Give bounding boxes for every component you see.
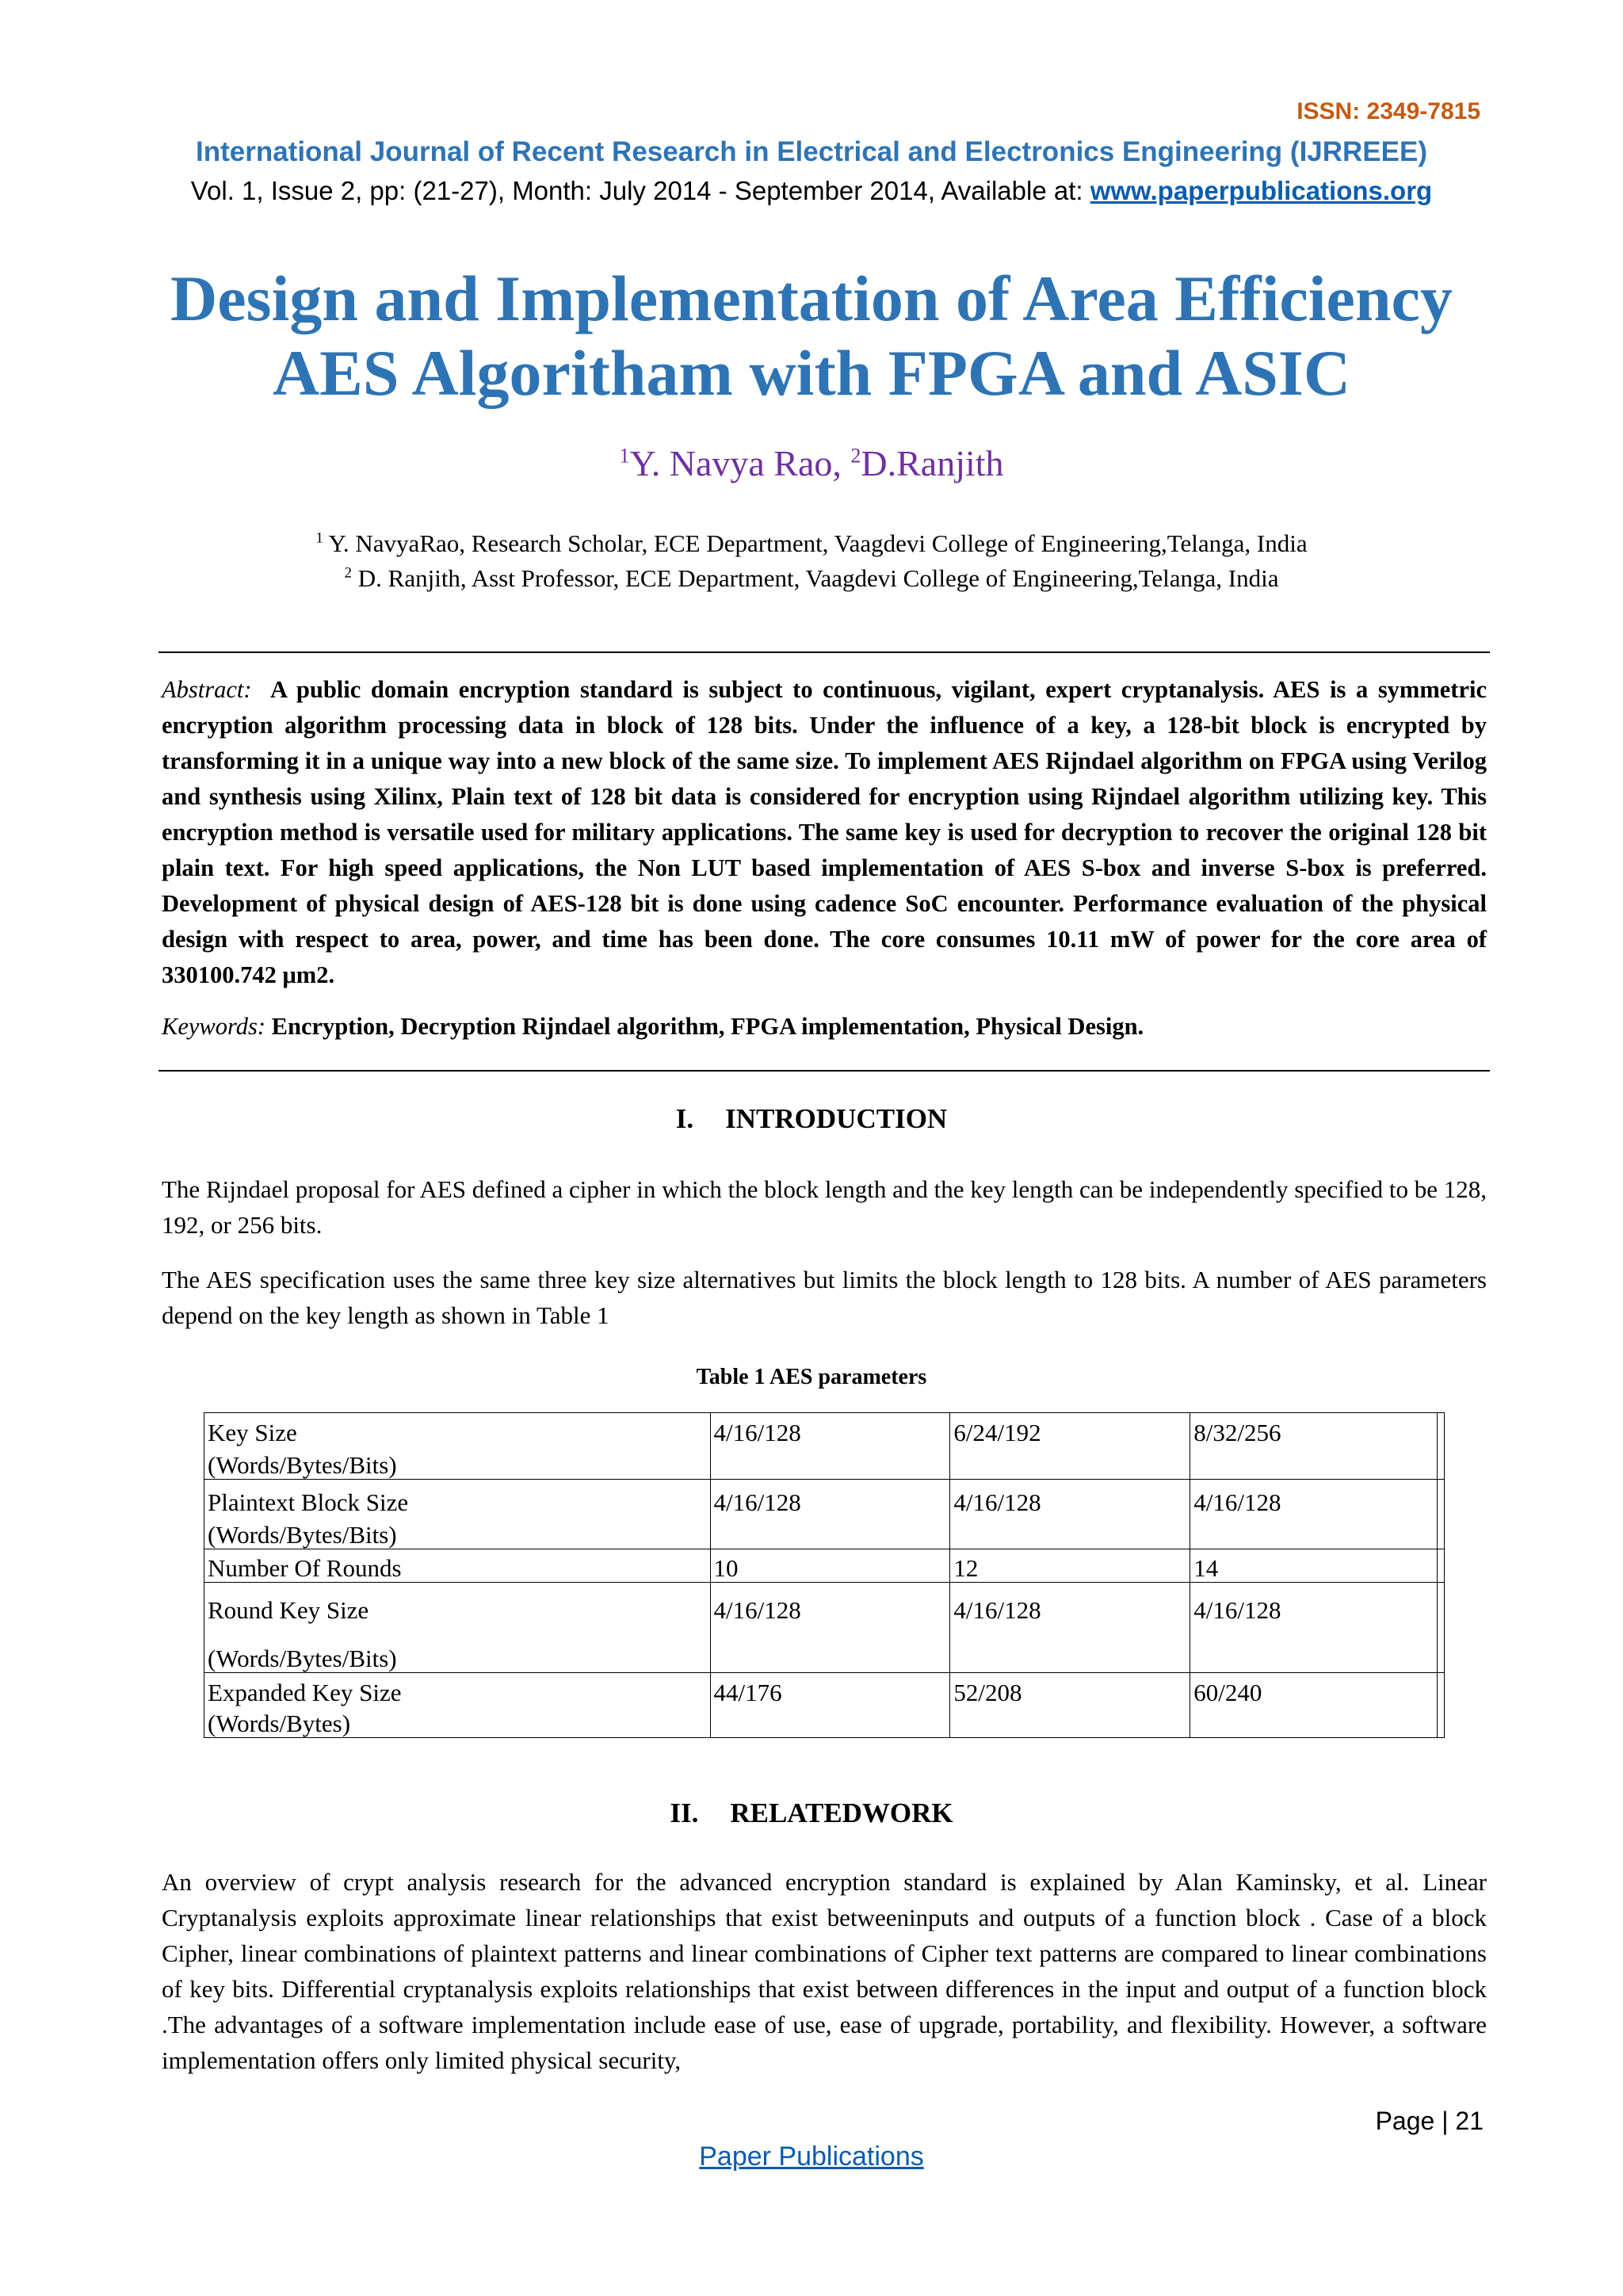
- abstract: [162, 672, 1487, 993]
- table-cell: 60/240: [1190, 1673, 1438, 1706]
- table-cell: [1438, 1549, 1445, 1583]
- abstract-text: A public domain encryption standard is subject to continuous, vigilant, expert cryptanalysis. AES is a symmetric encryption algorithm processing data in block of 128 bits. Under the influence of a key, a 128-bit block is encrypted by transforming it in a unique way into a new block of the same size. To implement AES Rijndael algorithm on FPGA using Verilog and synthesis using Xilinx, Plain text of 128 bit data is considered for encryption using Rijndael algorithm utilizing key. This encryption method is versatile used for military applications. The same key is used for decryption to recover the original 128 bit plain text. For high speed applications, the Non LUT based implementation of AES S-box and inverse S-box is preferred. Development of physical design of AES-128 bit is done using cadence SoC encounter. Performance evaluation of the physical design with respect to area, power, and time has been done. The core consumes 10.11 mW of power for the core area of 330100.742 μm2.: [162, 676, 1487, 988]
- table-cell: Expanded Key Size: [204, 1673, 711, 1706]
- table-cell: 4/16/128: [950, 1583, 1190, 1638]
- author1-sup: 1: [619, 444, 630, 468]
- table-cell: [1438, 1480, 1445, 1516]
- table-row: [204, 1638, 1445, 1673]
- top-divider: [158, 651, 1490, 653]
- keywords-label: Keywords:: [162, 1013, 266, 1040]
- table-cell: [950, 1638, 1190, 1673]
- publisher-link[interactable]: Paper Publications: [699, 2141, 924, 2172]
- table-cell: Round Key Size: [204, 1583, 711, 1638]
- table-cell: [1190, 1706, 1438, 1738]
- table-cell: (Words/Bytes/Bits): [204, 1638, 711, 1673]
- table-cell: (Words/Bytes): [204, 1706, 711, 1738]
- intro-paragraph-2: The AES specification uses the same three key size alternatives but limits the block length to 128 bits. A number of AES parameters depend on the key length as shown in Table 1: [162, 1266, 1487, 1329]
- bottom-divider: [158, 1070, 1490, 1072]
- table-cell: [1190, 1446, 1438, 1480]
- table-cell: [1438, 1638, 1445, 1673]
- table-cell: [710, 1446, 950, 1480]
- table-cell: [1190, 1516, 1438, 1549]
- table-cell: [1438, 1706, 1445, 1738]
- table-cell: Plaintext Block Size: [204, 1480, 711, 1516]
- issn: ISSN: 2349-7815: [1296, 98, 1480, 124]
- section-heading-introduction: [0, 1103, 1623, 1135]
- table-cell: [1438, 1583, 1445, 1638]
- affiliation2-text: D. Ranjith, Asst Professor, ECE Department, Vaagdevi College of Engineering,Telanga, India: [352, 564, 1279, 592]
- affiliation-2: [0, 564, 1623, 593]
- table-row: [204, 1413, 1445, 1446]
- keywords: [162, 1013, 1487, 1041]
- table-cell: 14: [1190, 1549, 1438, 1583]
- table-cell: [1438, 1446, 1445, 1480]
- page-number: Page | 21: [1375, 2107, 1484, 2135]
- author2-sup: 2: [850, 444, 861, 468]
- table-cell: [1438, 1413, 1445, 1446]
- title-line-1: Design and Implementation of Area Efficiency: [170, 262, 1453, 334]
- table-row: [204, 1583, 1445, 1638]
- table-cell: [950, 1706, 1190, 1738]
- table-cell: [950, 1446, 1190, 1480]
- table-row: [204, 1480, 1445, 1516]
- section-heading-relatedwork: [0, 1797, 1623, 1829]
- section1-number: I.: [675, 1103, 694, 1134]
- table-cell: 10: [710, 1549, 950, 1583]
- table-cell: [1438, 1516, 1445, 1549]
- table-cell: [710, 1516, 950, 1549]
- table-cell: Number Of Rounds: [204, 1549, 711, 1583]
- table-cell: 6/24/192: [950, 1413, 1190, 1446]
- abstract-label: Abstract:: [162, 676, 252, 703]
- table-row: [204, 1446, 1445, 1480]
- table-row: [204, 1673, 1445, 1706]
- table-cell: Key Size: [204, 1413, 711, 1446]
- keywords-text: Encryption, Decryption Rijndael algorithm, FPGA implementation, Physical Design.: [271, 1013, 1144, 1040]
- table-row: [204, 1516, 1445, 1549]
- authors: [0, 442, 1623, 484]
- aes-parameters-table: [204, 1412, 1445, 1738]
- table-row: [204, 1549, 1445, 1583]
- volume-text: Vol. 1, Issue 2, pp: (21-27), Month: July 2014 - September 2014, Available at:: [190, 176, 1090, 205]
- table-cell: (Words/Bytes/Bits): [204, 1516, 711, 1549]
- website-link[interactable]: www.paperpublications.org: [1090, 176, 1433, 205]
- table-cell: 4/16/128: [710, 1480, 950, 1516]
- table-cell: 4/16/128: [710, 1413, 950, 1446]
- table-cell: [710, 1706, 950, 1738]
- affiliation2-sup: 2: [344, 564, 353, 582]
- table-cell: 12: [950, 1549, 1190, 1583]
- table-cell: [1190, 1638, 1438, 1673]
- author2: D.Ranjith: [861, 443, 1004, 483]
- table-cell: [950, 1516, 1190, 1549]
- table-cell: 4/16/128: [1190, 1583, 1438, 1638]
- table-cell: (Words/Bytes/Bits): [204, 1446, 711, 1480]
- volume-line: [0, 176, 1623, 206]
- table-row: [204, 1706, 1445, 1738]
- section2-number: II.: [670, 1797, 699, 1828]
- affiliation1-text: Y. NavyaRao, Research Scholar, ECE Department, Vaagdevi College of Engineering,Telanga, India: [323, 529, 1308, 557]
- table-cell: 8/32/256: [1190, 1413, 1438, 1446]
- table-caption: Table 1 AES parameters: [696, 1365, 927, 1389]
- table-cell: [1438, 1673, 1445, 1706]
- table-cell: [710, 1638, 950, 1673]
- affiliation-1: [0, 529, 1623, 558]
- relatedwork-paragraph: An overview of crypt analysis research for the advanced encryption standard is explained by Alan Kaminsky, et al. Linear Cryptanalysis exploits approximate linear relationships that exist betweeninputs and outputs of a function block . Case of a block Cipher, linear combinations of plaintext patterns and linear combinations of Cipher text patterns are compared to linear combinations of key bits. Differential cryptanalysis exploits relationships that exist between differences in the input and output of a function block .The advantages of a software implementation include ease of use, ease of upgrade, portability, and flexibility. However, a software implementation offers only limited physical security,: [162, 1868, 1487, 2074]
- table-cell: 52/208: [950, 1673, 1190, 1706]
- table-cell: 44/176: [710, 1673, 950, 1706]
- table-cell: 4/16/128: [1190, 1480, 1438, 1516]
- journal-name: International Journal of Recent Research in Electrical and Electronics Engineering (IJRREEE): [195, 136, 1427, 167]
- author1: Y. Navya Rao,: [629, 443, 851, 483]
- section2-title: RELATEDWORK: [730, 1797, 953, 1828]
- paper-title: [0, 262, 1623, 411]
- affiliation1-sup: 1: [315, 529, 323, 547]
- table-cell: 4/16/128: [710, 1583, 950, 1638]
- table-cell: 4/16/128: [950, 1480, 1190, 1516]
- intro-paragraph-1: The Rijndael proposal for AES defined a cipher in which the block length and the key length can be independently specified to be 128, 192, or 256 bits.: [162, 1175, 1487, 1239]
- section1-title: INTRODUCTION: [725, 1103, 948, 1134]
- title-line-2: AES Algoritham with FPGA and ASIC: [272, 337, 1351, 409]
